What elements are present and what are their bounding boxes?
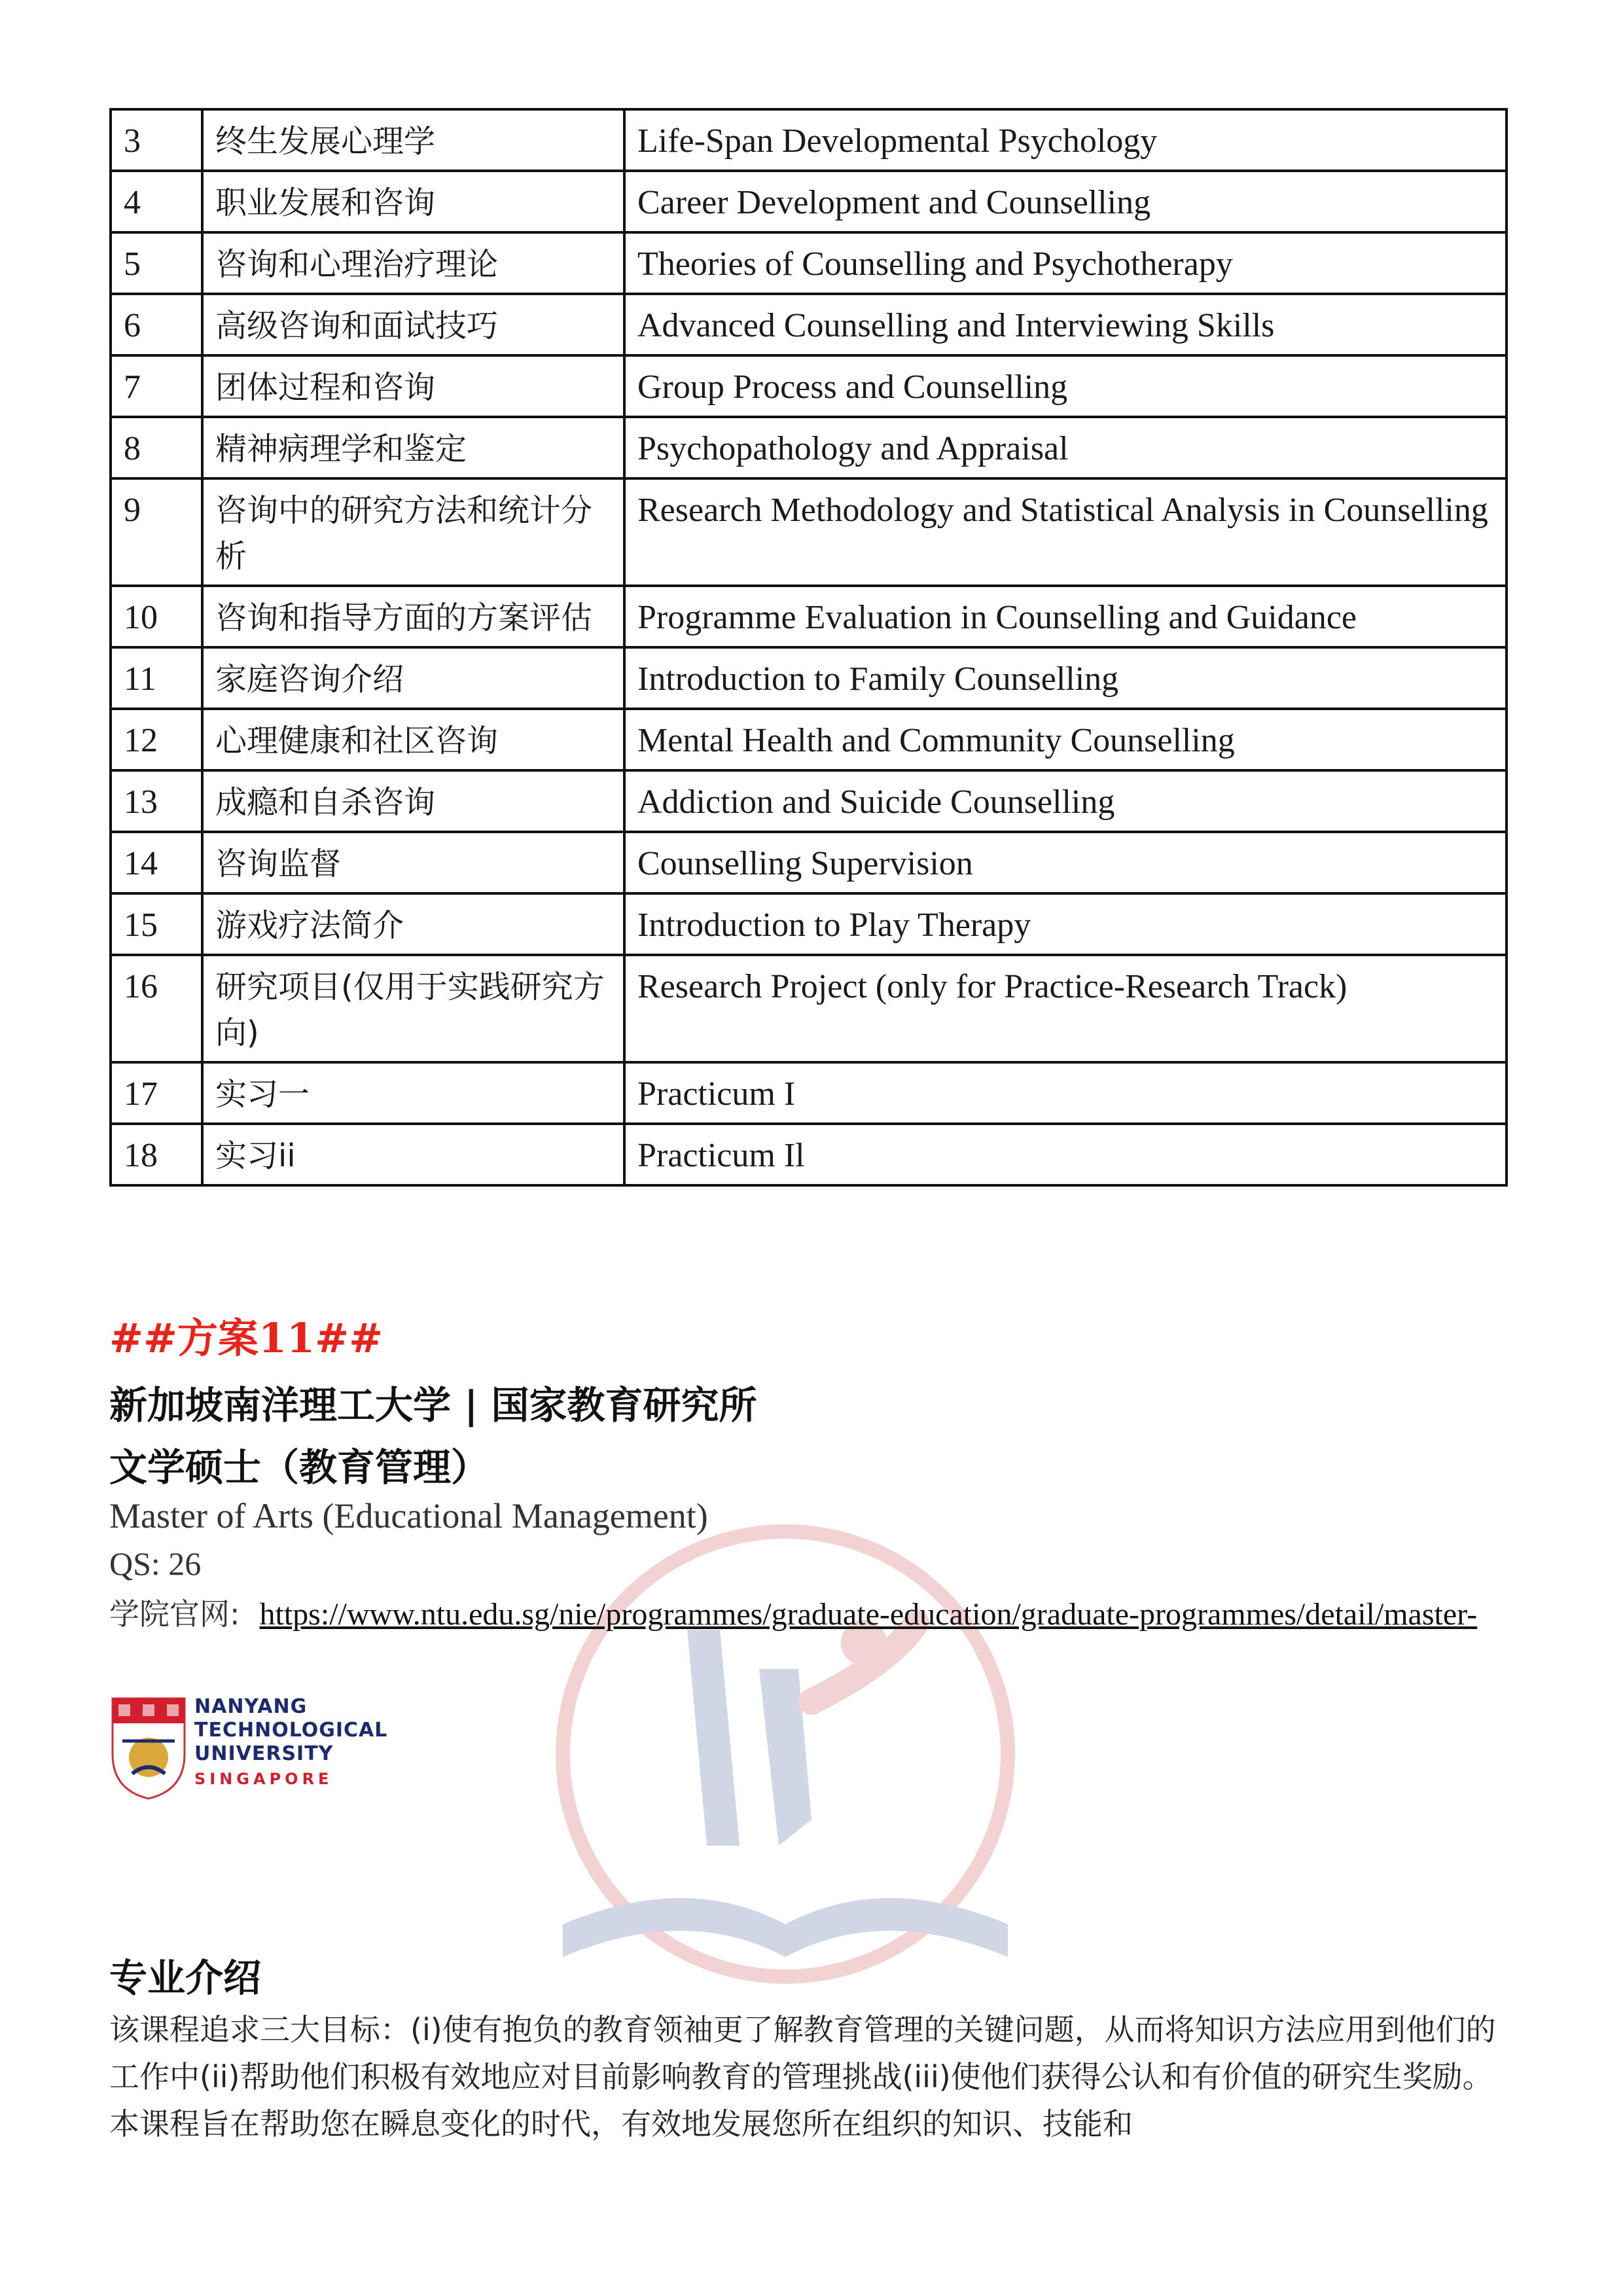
table-row: [111, 171, 1507, 232]
course-name-en: Psychopathology and Appraisal: [624, 417, 1507, 478]
course-name-en: Addiction and Suicide Counselling: [624, 770, 1507, 832]
course-name-zh: 成瘾和自杀咨询: [202, 770, 624, 832]
course-number: 11: [111, 647, 202, 709]
course-name-en: Counselling Supervision: [624, 832, 1507, 893]
ntu-wordmark: [194, 1695, 387, 1791]
course-number: 18: [111, 1124, 202, 1185]
course-name-zh: 咨询监督: [202, 832, 624, 893]
course-name-en: Career Development and Counselling: [624, 171, 1507, 232]
logo-line-technological: TECHNOLOGICAL: [194, 1719, 388, 1742]
table-row: [111, 709, 1507, 770]
course-name-en: Group Process and Counselling: [624, 355, 1507, 417]
course-name-en: Advanced Counselling and Interviewing Skills: [624, 294, 1507, 355]
course-number: 10: [111, 586, 202, 647]
course-number: 13: [111, 770, 202, 832]
course-name-zh: 实习ii: [202, 1124, 624, 1185]
website-row: [109, 1590, 1477, 1634]
course-number: 16: [111, 955, 202, 1062]
course-name-zh: 家庭咨询介绍: [202, 647, 624, 709]
course-name-zh: 咨询和心理治疗理论: [202, 232, 624, 294]
logo-line-nanyang: NANYANG: [194, 1695, 308, 1718]
course-number: 6: [111, 294, 202, 355]
website-label: 学院官网:: [109, 1596, 240, 1632]
table-row: [111, 893, 1507, 955]
watermark-logo: [524, 1505, 1047, 2016]
table-row: [111, 417, 1507, 478]
course-name-zh: 研究项目(仅用于实践研究方向): [202, 955, 624, 1062]
website-link[interactable]: https://www.ntu.edu.sg/nie/programmes/graduate-education/graduate-programmes/detail/master-: [259, 1597, 1478, 1632]
table-row: [111, 478, 1507, 586]
degree-title-zh: 文学硕士（教育管理）: [109, 1445, 490, 1490]
course-number: 5: [111, 232, 202, 294]
course-name-en: Practicum I: [624, 1062, 1507, 1124]
course-name-en: Introduction to Play Therapy: [624, 893, 1507, 955]
table-row: [111, 832, 1507, 893]
course-name-en: Theories of Counselling and Psychotherapy: [624, 232, 1507, 294]
course-name-en: Mental Health and Community Counselling: [624, 709, 1507, 770]
table-row: [111, 955, 1507, 1062]
course-number: 15: [111, 893, 202, 955]
course-number: 3: [111, 109, 202, 171]
ntu-logo: [109, 1695, 388, 1885]
course-number: 4: [111, 171, 202, 232]
table-row: [111, 1062, 1507, 1124]
course-name-en: Programme Evaluation in Counselling and Guidance: [624, 586, 1507, 647]
table-row: [111, 586, 1507, 647]
intro-paragraph: 该课程追求三大目标：(i)使有抱负的教育领袖更了解教育管理的关键问题，从而将知识方法应用到他们的工作中(ii)帮助他们积极有效地应对目前影响教育的管理挑战(iii)使他们获得公认和有价值的研究生奖励。本课程旨在帮助您在瞬息变化的时代，有效地发展您所在组织的知识、技能和: [109, 2012, 1496, 2142]
course-name-zh: 游戏疗法简介: [202, 893, 624, 955]
course-name-en: Research Project (only for Practice-Research Track): [624, 955, 1507, 1062]
course-name-zh: 终生发展心理学: [202, 109, 624, 171]
qs-ranking: QS: 26: [109, 1545, 202, 1582]
course-table-body: [111, 109, 1507, 1185]
course-number: 14: [111, 832, 202, 893]
table-row: [111, 1124, 1507, 1185]
course-name-zh: 精神病理学和鉴定: [202, 417, 624, 478]
university-title: 新加坡南洋理工大学 | 国家教育研究所: [109, 1383, 757, 1427]
course-name-zh: 职业发展和咨询: [202, 171, 624, 232]
ntu-crest-icon: [109, 1695, 188, 1800]
course-name-en: Practicum Il: [624, 1124, 1507, 1185]
course-name-zh: 实习一: [202, 1062, 624, 1124]
logo-line-singapore: SINGAPORE: [194, 1770, 333, 1788]
logo-line-university: UNIVERSITY: [194, 1742, 334, 1765]
intro-heading: 专业介绍: [109, 1956, 262, 2000]
course-number: 7: [111, 355, 202, 417]
course-number: 8: [111, 417, 202, 478]
table-row: [111, 232, 1507, 294]
table-row: [111, 109, 1507, 171]
table-row: [111, 770, 1507, 832]
course-name-zh: 咨询和指导方面的方案评估: [202, 586, 624, 647]
table-row: [111, 647, 1507, 709]
course-table: [109, 108, 1508, 1187]
course-number: 17: [111, 1062, 202, 1124]
degree-title-en: Master of Arts (Educational Management): [109, 1496, 708, 1535]
plan-title: ##方案11##: [109, 1314, 383, 1362]
course-name-zh: 高级咨询和面试技巧: [202, 294, 624, 355]
course-number: 12: [111, 709, 202, 770]
course-name-en: Introduction to Family Counselling: [624, 647, 1507, 709]
table-row: [111, 355, 1507, 417]
table-row: [111, 294, 1507, 355]
course-number: 9: [111, 478, 202, 586]
course-name-zh: 咨询中的研究方法和统计分析: [202, 478, 624, 586]
course-name-en: Research Methodology and Statistical Analysis in Counselling: [624, 478, 1507, 586]
course-name-zh: 心理健康和社区咨询: [202, 709, 624, 770]
course-name-zh: 团体过程和咨询: [202, 355, 624, 417]
course-name-en: Life-Span Developmental Psychology: [624, 109, 1507, 171]
